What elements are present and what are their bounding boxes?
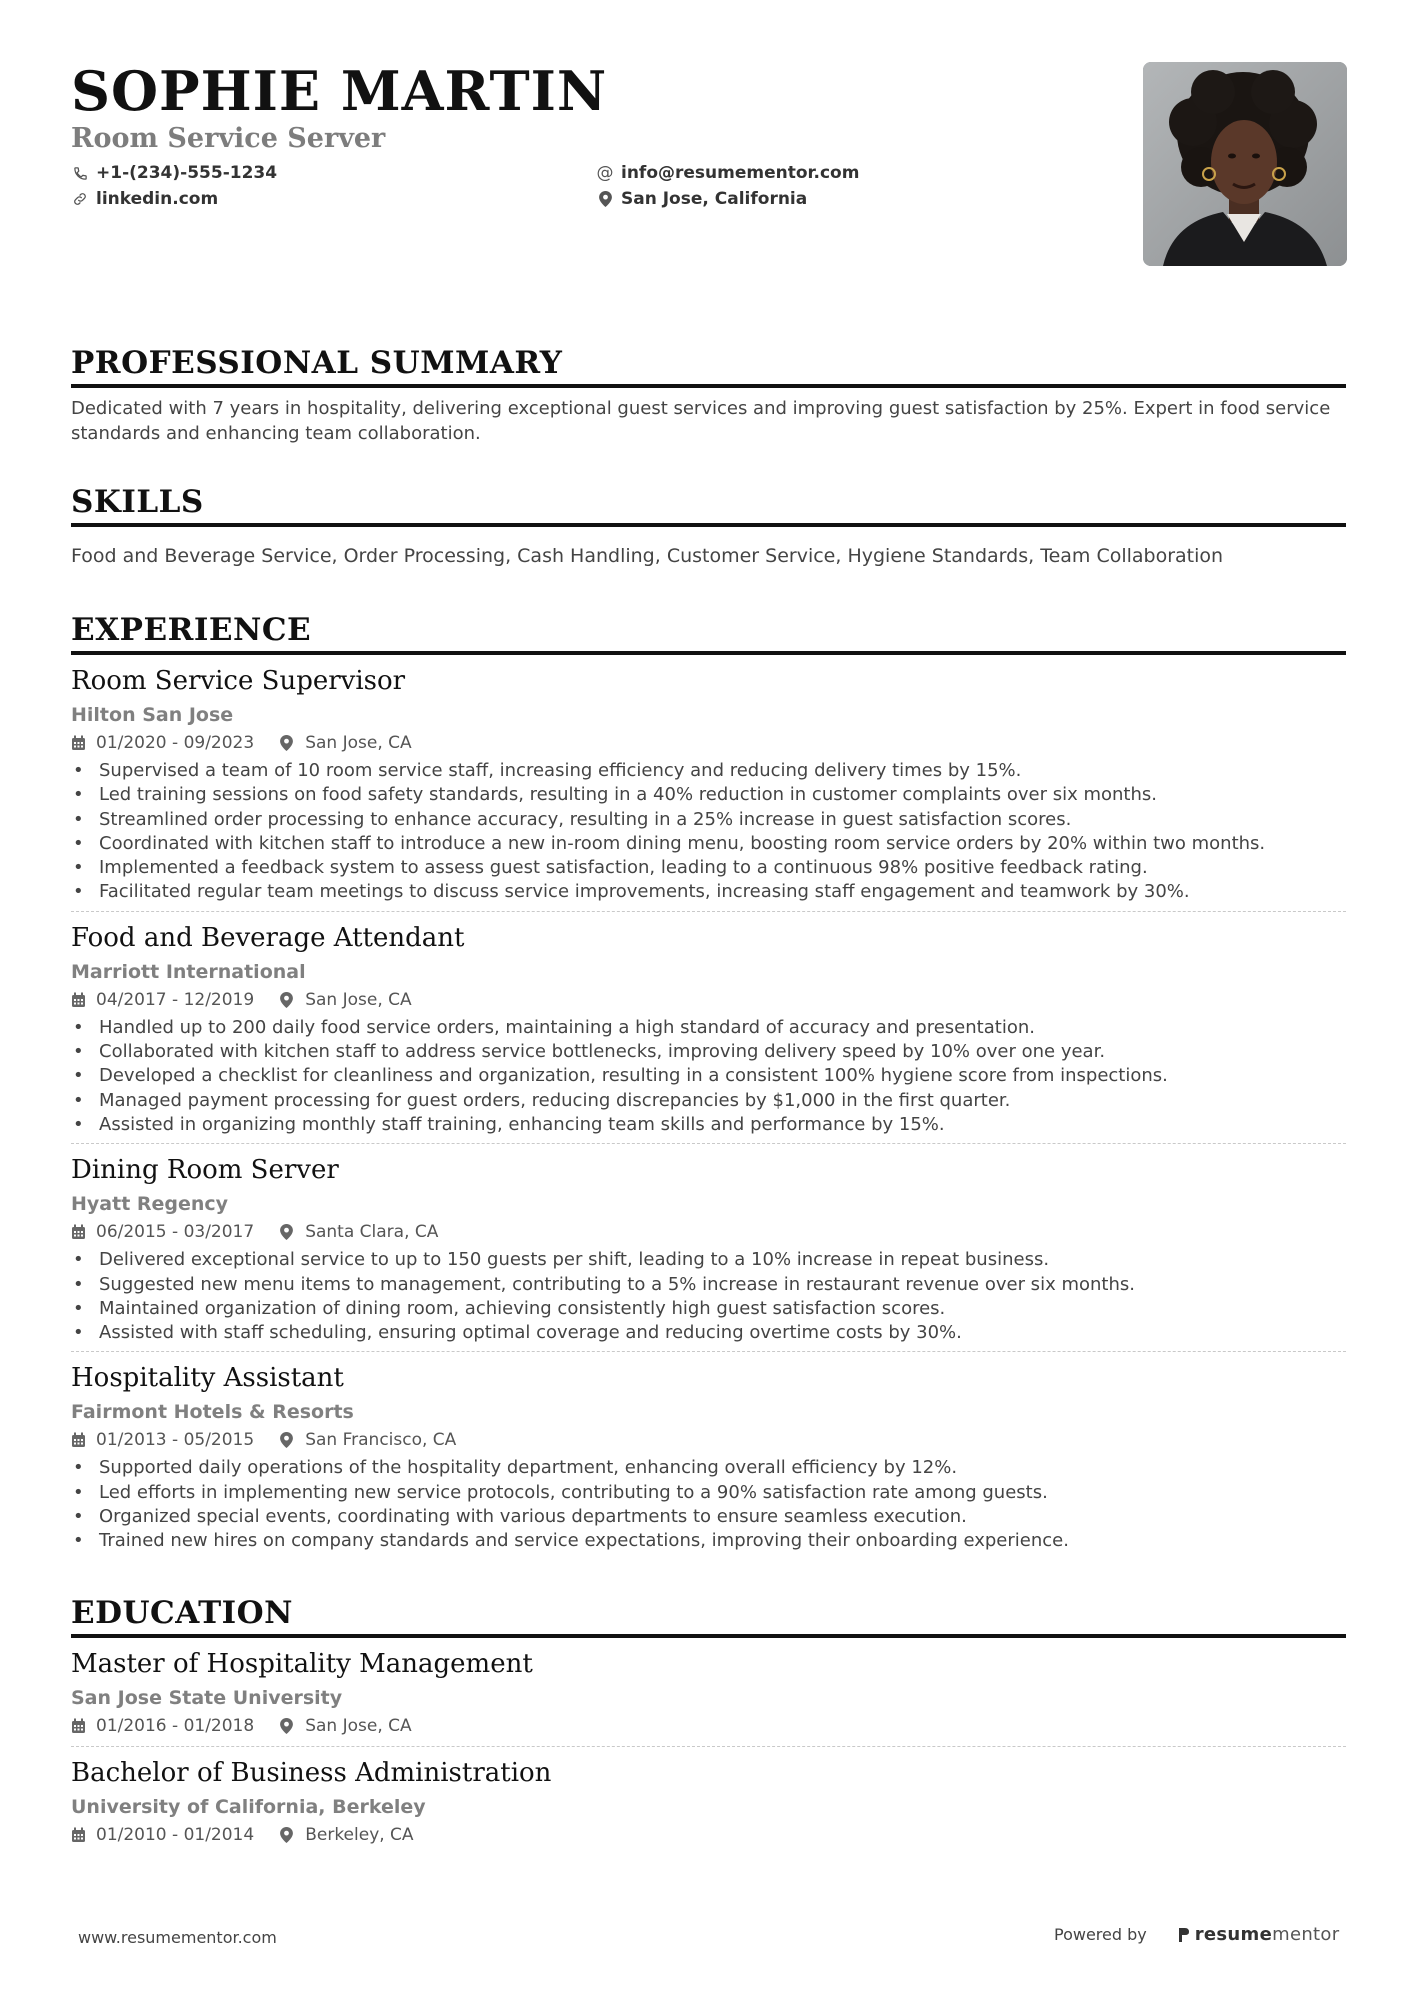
- achievement-item: • Developed a checklist for cleanliness and organization, resulting in a consistent 100% hygiene score from inspections.: [71, 1064, 1346, 1088]
- company-name: Fairmont Hotels & Resorts: [71, 1401, 354, 1424]
- achievement-item: • Handled up to 200 daily food service orders, maintaining a high standard of accuracy and presentation.: [71, 1016, 1346, 1040]
- degree-title: Master of Hospitality Management: [71, 1648, 533, 1679]
- entry-meta: [71, 986, 1346, 1014]
- entry-dates: 04/2017 - 12/2019: [96, 989, 255, 1010]
- contact-email[interactable]: [596, 160, 859, 186]
- calendar-icon: [71, 992, 87, 1008]
- skills-section: [71, 483, 1346, 569]
- calendar-icon: [71, 1224, 87, 1240]
- education-entry: [71, 1755, 1346, 1855]
- entry-location: San Jose, CA: [305, 989, 412, 1010]
- education-entry: [71, 1646, 1346, 1747]
- location-pin-icon: [280, 1718, 296, 1734]
- degree-title: Bachelor of Business Administration: [71, 1757, 552, 1788]
- candidate-name: SOPHIE MARTIN: [71, 59, 608, 123]
- achievement-list: [71, 1016, 1346, 1137]
- achievement-list: [71, 1248, 1346, 1345]
- entry-location: Berkeley, CA: [305, 1824, 414, 1845]
- summary-text: Dedicated with 7 years in hospitality, delivering exceptional guest services and improving guest satisfaction by 25%. Expert in food service standards and enhancing team collaboration.: [71, 398, 1331, 444]
- location-pin-icon: [596, 190, 614, 208]
- school-name: San Jose State University: [71, 1686, 343, 1709]
- achievement-item: • Delivered exceptional service to up to 150 guests per shift, leading to a 10% increase in repeat business.: [71, 1248, 1346, 1272]
- experience-entry: [71, 1152, 1346, 1352]
- entry-meta: [71, 1218, 1346, 1246]
- phone-text: +1-(234)-555-1234: [96, 163, 278, 183]
- skills-text: Food and Beverage Service, Order Processing, Cash Handling, Customer Service, Hygiene Standards, Team Collaboration: [71, 545, 1224, 567]
- achievement-item: • Coordinated with kitchen staff to introduce a new in-room dining menu, boosting room service orders by 20% within two months.: [71, 832, 1346, 856]
- entry-meta: [71, 729, 1346, 757]
- achievement-list: [71, 759, 1346, 905]
- footer-powered: [1054, 1924, 1339, 1945]
- achievement-item: • Suggested new menu items to management, contributing to a 5% increase in restaurant revenue over six months.: [71, 1273, 1346, 1297]
- experience-entry: [71, 1360, 1346, 1559]
- contact-linkedin[interactable]: [71, 186, 218, 212]
- company-name: Hilton San Jose: [71, 704, 234, 726]
- location-pin-icon: [280, 1827, 296, 1843]
- experience-heading: EXPERIENCE: [71, 611, 1346, 655]
- education-section: [71, 1594, 1346, 1855]
- email-text: info@resumementor.com: [621, 163, 860, 183]
- location-pin-icon: [280, 992, 296, 1008]
- entry-dates: 01/2010 - 01/2014: [96, 1824, 255, 1845]
- job-title: Room Service Supervisor: [71, 666, 406, 696]
- achievement-item: • Implemented a feedback system to assess guest satisfaction, leading to a continuous 98% positive feedback rating.: [71, 856, 1346, 880]
- achievement-item: • Assisted in organizing monthly staff training, enhancing team skills and performance by 15%.: [71, 1113, 1346, 1137]
- achievement-item: • Organized special events, coordinating with various departments to ensure seamless execution.: [71, 1505, 1346, 1529]
- resume-header: [71, 60, 1346, 266]
- linkedin-text: linkedin.com: [96, 189, 219, 209]
- calendar-icon: [71, 735, 87, 751]
- education-list: [71, 1646, 1346, 1855]
- experience-section: [71, 611, 1346, 1560]
- candidate-role: Room Service Server: [71, 123, 386, 154]
- brand-logo[interactable]: [1177, 1924, 1340, 1945]
- company-name: Marriott International: [71, 960, 306, 983]
- achievement-list: [71, 1456, 1346, 1553]
- achievement-item: • Trained new hires on company standards and service expectations, improving their onboarding experience.: [71, 1529, 1346, 1553]
- entry-meta: [71, 1712, 1346, 1740]
- job-title: Food and Beverage Attendant: [71, 922, 465, 953]
- location-text: San Jose, California: [621, 189, 808, 209]
- achievement-item: • Supported daily operations of the hospitality department, enhancing overall efficiency by 12%.: [71, 1456, 1346, 1480]
- entry-location: San Jose, CA: [305, 733, 412, 753]
- job-title: Dining Room Server: [71, 1155, 339, 1186]
- calendar-icon: [71, 1432, 87, 1448]
- company-name: Hyatt Regency: [71, 1193, 229, 1216]
- entry-dates: 06/2015 - 03/2017: [96, 1222, 255, 1243]
- achievement-item: • Facilitated regular team meetings to discuss service improvements, increasing staff engagement and teamwork by 30%.: [71, 880, 1346, 904]
- skills-heading: SKILLS: [71, 483, 1346, 527]
- experience-entry: [71, 920, 1346, 1144]
- experience-list: [71, 663, 1346, 1560]
- at-icon: @: [596, 163, 614, 183]
- education-heading: EDUCATION: [71, 1594, 1346, 1638]
- contact-phone[interactable]: [71, 160, 277, 186]
- phone-icon: [71, 164, 89, 182]
- entry-location: Santa Clara, CA: [305, 1222, 439, 1243]
- achievement-item: • Managed payment processing for guest orders, reducing discrepancies by $1,000 in the first quarter.: [71, 1089, 1346, 1113]
- calendar-icon: [71, 1718, 87, 1734]
- achievement-item: • Led training sessions on food safety standards, resulting in a 40% reduction in customer complaints over six months.: [71, 783, 1346, 807]
- profile-photo: [1143, 62, 1347, 266]
- entry-location: San Francisco, CA: [305, 1430, 457, 1451]
- resume-page: [71, 60, 1346, 1855]
- footer-website[interactable]: www.resumementor.com: [78, 1928, 277, 1947]
- location-pin-icon: [280, 1432, 296, 1448]
- achievement-item: • Led efforts in implementing new service protocols, contributing to a 90% satisfaction rate among guests.: [71, 1481, 1346, 1505]
- entry-dates: 01/2016 - 01/2018: [96, 1715, 255, 1736]
- summary-heading: PROFESSIONAL SUMMARY: [71, 344, 1346, 388]
- achievement-item: • Streamlined order processing to enhance accuracy, resulting in a 25% increase in guest satisfaction scores.: [71, 808, 1346, 832]
- contact-location: [596, 186, 807, 212]
- contact-info: [71, 160, 1121, 214]
- location-pin-icon: [280, 1224, 296, 1240]
- entry-location: San Jose, CA: [305, 1715, 412, 1736]
- calendar-icon: [71, 1827, 87, 1843]
- job-title: Hospitality Assistant: [71, 1363, 344, 1394]
- brand-light: mentor: [1272, 1924, 1340, 1945]
- achievement-item: • Supervised a team of 10 room service staff, increasing efficiency and reducing delivery times by 15%.: [71, 759, 1346, 783]
- powered-by-label: Powered by: [1054, 1925, 1147, 1944]
- location-pin-icon: [280, 735, 296, 751]
- achievement-item: • Assisted with staff scheduling, ensuring optimal coverage and reducing overtime costs by 30%.: [71, 1321, 1346, 1345]
- entry-meta: [71, 1426, 1346, 1454]
- experience-entry: [71, 663, 1346, 912]
- brand-r-icon: [1177, 1926, 1191, 1944]
- brand-bold: resume: [1194, 1924, 1273, 1945]
- summary-section: [71, 344, 1346, 446]
- entry-meta: [71, 1821, 1346, 1849]
- entry-dates: 01/2013 - 05/2015: [96, 1430, 255, 1451]
- school-name: University of California, Berkeley: [71, 1795, 426, 1818]
- achievement-item: • Maintained organization of dining room, achieving consistently high guest satisfaction scores.: [71, 1297, 1346, 1321]
- entry-dates: 01/2020 - 09/2023: [96, 733, 255, 753]
- link-icon: [71, 190, 89, 208]
- achievement-item: • Collaborated with kitchen staff to address service bottlenecks, improving delivery speed by 10% over one year.: [71, 1040, 1346, 1064]
